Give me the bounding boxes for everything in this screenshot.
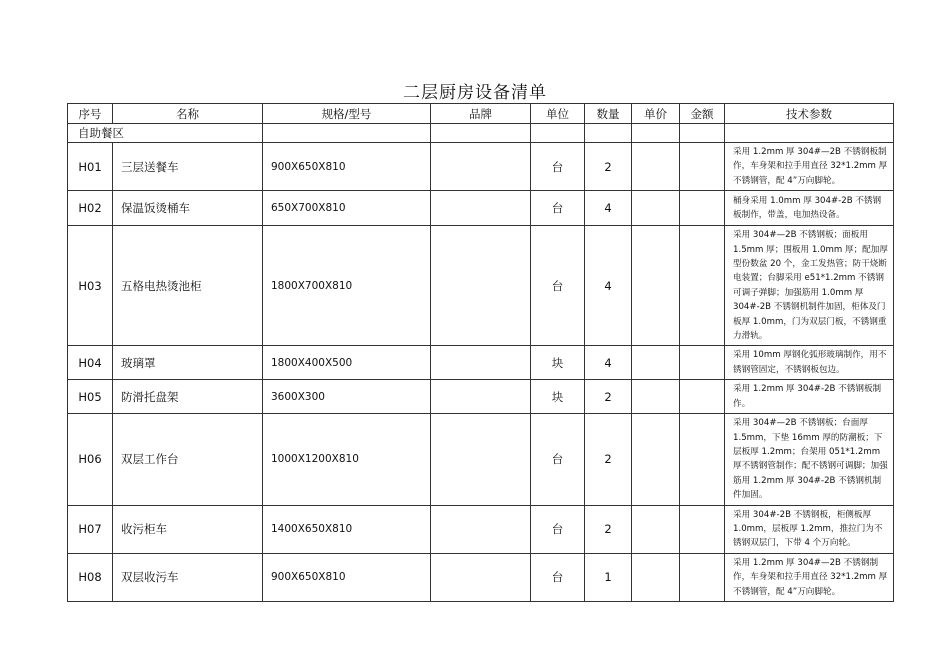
item-brand <box>431 414 531 505</box>
item-tech: 采用 304#-2B 不锈钢板，柜侧板厚 1.0mm，层板厚 1.2mm，推拉门为不锈钢双层门，下带 4 个万向轮。 <box>725 505 894 553</box>
item-unit: 台 <box>531 553 585 601</box>
item-amount <box>680 143 725 191</box>
table-cell <box>585 124 632 143</box>
item-no: H08 <box>68 553 113 601</box>
item-price <box>632 191 680 226</box>
item-price <box>632 346 680 380</box>
item-spec: 900X650X810 <box>263 553 431 601</box>
header-cell-unit: 单位 <box>531 104 585 124</box>
item-amount <box>680 191 725 226</box>
item-qty: 2 <box>585 143 632 191</box>
table-row <box>68 380 894 414</box>
item-qty: 2 <box>585 505 632 553</box>
item-price <box>632 226 680 346</box>
item-tech: 采用 304#—2B 不锈钢板；面板用 1.5mm 厚；围板用 1.0mm 厚；配加厚型份数盆 20 个，金工发热管；防干烧断电装置；台脚采用 e51*1.2mm 不锈钢可调子弹脚；加强筋用 1.0mm 厚 304#-2B 不锈钢机制件加固，柜体及门板厚 1.0mm，门为双层门板，不锈钢重力滑轨。 <box>725 226 894 346</box>
table-row <box>68 553 894 601</box>
item-spec: 650X700X810 <box>263 191 431 226</box>
item-name: 双层收污车 <box>113 553 263 601</box>
item-brand <box>431 346 531 380</box>
item-brand <box>431 505 531 553</box>
header-cell-price: 单价 <box>632 104 680 124</box>
item-qty: 4 <box>585 191 632 226</box>
header-cell-tech: 技术参数 <box>725 104 894 124</box>
item-amount <box>680 414 725 505</box>
item-unit: 台 <box>531 505 585 553</box>
section-label: 自助餐区 <box>68 124 263 143</box>
item-tech: 采用 1.2mm 厚 304#-2B 不锈钢板制作。 <box>725 380 894 414</box>
item-unit: 台 <box>531 191 585 226</box>
item-brand <box>431 380 531 414</box>
item-price <box>632 380 680 414</box>
item-spec: 1400X650X810 <box>263 505 431 553</box>
item-spec: 900X650X810 <box>263 143 431 191</box>
page-title: 二层厨房设备清单 <box>403 83 547 103</box>
item-unit: 块 <box>531 346 585 380</box>
item-no: H02 <box>68 191 113 226</box>
item-price <box>632 414 680 505</box>
header-cell-name: 名称 <box>113 104 263 124</box>
item-brand <box>431 553 531 601</box>
item-tech: 采用 10mm 厚钢化弧形玻璃制作，用不锈钢管固定，不锈钢板包边。 <box>725 346 894 380</box>
equipment-table <box>67 103 894 602</box>
table-cell <box>431 124 531 143</box>
table-cell <box>263 124 431 143</box>
item-spec: 3600X300 <box>263 380 431 414</box>
item-amount <box>680 380 725 414</box>
header-cell-spec: 规格/型号 <box>263 104 431 124</box>
header-cell-brand: 品牌 <box>431 104 531 124</box>
table-row <box>68 505 894 553</box>
item-amount <box>680 553 725 601</box>
item-price <box>632 505 680 553</box>
item-spec: 1000X1200X810 <box>263 414 431 505</box>
table-cell <box>680 124 725 143</box>
item-qty: 4 <box>585 226 632 346</box>
table-row <box>68 414 894 505</box>
item-no: H04 <box>68 346 113 380</box>
header-cell-amount: 金额 <box>680 104 725 124</box>
item-brand <box>431 143 531 191</box>
section-row <box>68 124 894 143</box>
item-amount <box>680 226 725 346</box>
table-cell <box>725 124 894 143</box>
item-price <box>632 143 680 191</box>
table-row <box>68 191 894 226</box>
item-no: H06 <box>68 414 113 505</box>
item-spec: 1800X700X810 <box>263 226 431 346</box>
table-row <box>68 346 894 380</box>
item-tech: 采用 1.2mm 厚 304#—2B 不锈钢制作，车身架和拉手用直径 32*1.2mm 厚不锈钢管，配 4”万向脚轮。 <box>725 553 894 601</box>
item-unit: 块 <box>531 380 585 414</box>
item-amount <box>680 505 725 553</box>
item-price <box>632 553 680 601</box>
item-name: 收污柜车 <box>113 505 263 553</box>
item-amount <box>680 346 725 380</box>
item-qty: 1 <box>585 553 632 601</box>
item-name: 三层送餐车 <box>113 143 263 191</box>
table-row <box>68 226 894 346</box>
header-cell-qty: 数量 <box>585 104 632 124</box>
item-unit: 台 <box>531 226 585 346</box>
table-row <box>68 143 894 191</box>
item-name: 防滑托盘架 <box>113 380 263 414</box>
item-tech: 桶身采用 1.0mm 厚 304#-2B 不锈钢板制作，带盖，电加热设备。 <box>725 191 894 226</box>
item-tech: 采用 304#—2B 不锈钢板；台面厚 1.5mm，下垫 16mm 厚的防潮板；下层板厚 1.2mm；台架用 051*1.2mm 厚不锈钢管制作；配不锈钢可调脚；加强筋用 1.2mm 厚 304#-2B 不锈钢机制件加固。 <box>725 414 894 505</box>
table-cell <box>632 124 680 143</box>
item-no: H07 <box>68 505 113 553</box>
table-cell <box>531 124 585 143</box>
item-tech: 采用 1.2mm 厚 304#—2B 不锈钢板制作，车身架和拉手用直径 32*1.2mm 厚不锈钢管，配 4”万向脚轮。 <box>725 143 894 191</box>
item-no: H05 <box>68 380 113 414</box>
item-brand <box>431 226 531 346</box>
item-no: H01 <box>68 143 113 191</box>
item-qty: 4 <box>585 346 632 380</box>
item-spec: 1800X400X500 <box>263 346 431 380</box>
item-brand <box>431 191 531 226</box>
item-name: 双层工作台 <box>113 414 263 505</box>
item-name: 保温饭烫桶车 <box>113 191 263 226</box>
item-qty: 2 <box>585 380 632 414</box>
item-name: 玻璃罩 <box>113 346 263 380</box>
header-cell-no: 序号 <box>68 104 113 124</box>
item-unit: 台 <box>531 414 585 505</box>
header-row <box>68 104 894 124</box>
item-unit: 台 <box>531 143 585 191</box>
item-qty: 2 <box>585 414 632 505</box>
item-no: H03 <box>68 226 113 346</box>
item-name: 五格电热烫池柜 <box>113 226 263 346</box>
